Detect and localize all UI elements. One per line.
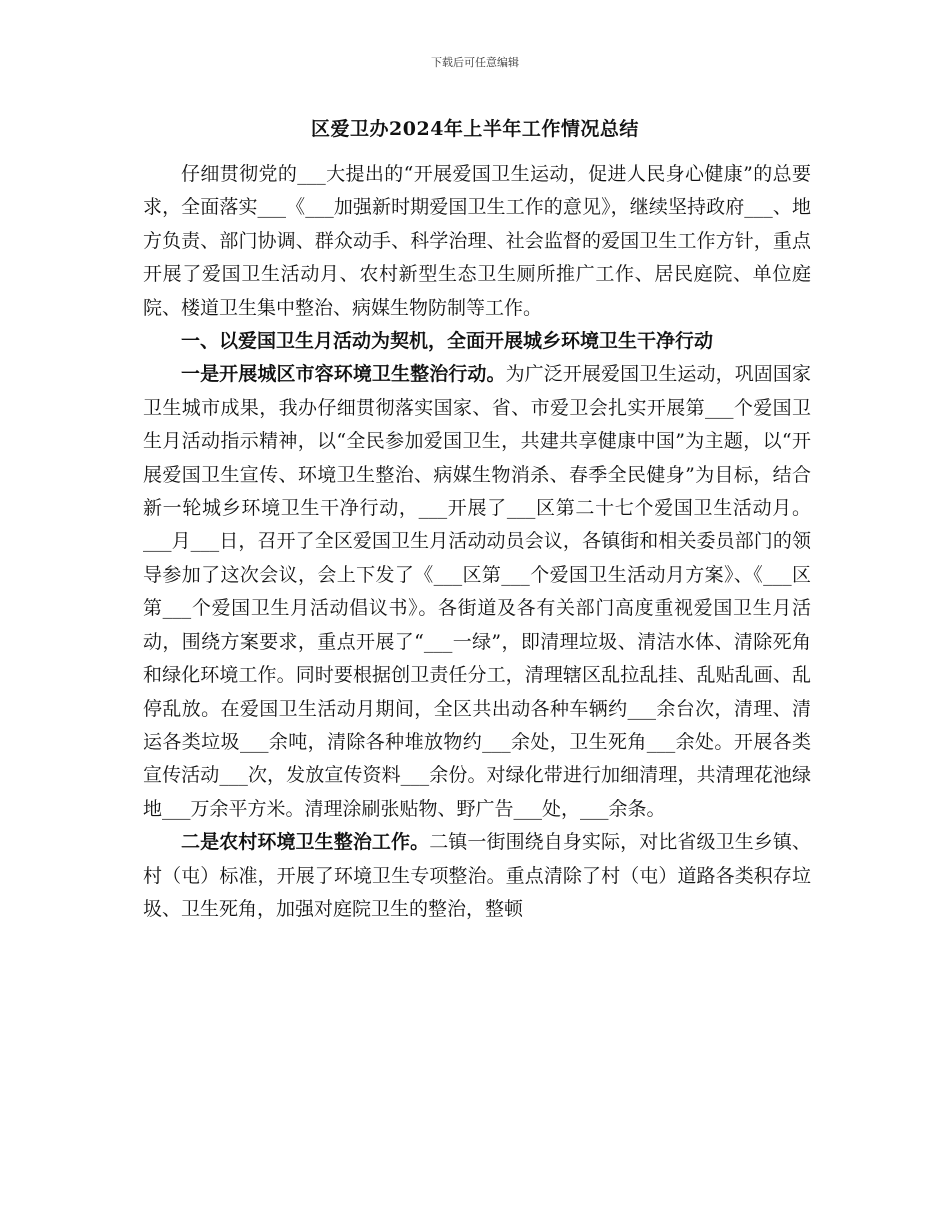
header-note: 下载后可任意编辑 [431, 56, 519, 69]
paragraph-text: 为广泛开展爱国卫生运动，巩固国家卫生城市成果，我办仔细贯彻落实国家、省、市爱卫会扎实开展第___个爱国卫生月活动指示精神，以“全民参加爱国卫生，共建共享健康中国”为主题，以“开展爱国卫生宣传、环境卫生整治、病媒生物消杀、春季全民健身”为目标，结合新一轮城乡环境卫生干净行动，___开展了___区第二十七个爱国卫生活动月。___月___日，召开了全区爱国卫生月活动动员会议，各镇街和相关委员部门的领导参加了这次会议，会上下发了《___区第___个爱国卫生活动月方案》、《___区第___个爱国卫生月活动倡议书》。各街道及各有关部门高度重视爱国卫生月活动，围绕方案要求，重点开展了“___一绿”，即清理垃圾、清洁水体、清除死角和绿化环境工作。同时要根据创卫责任分工，清理辖区乱拉乱挂、乱贴乱画、乱停乱放。在爱国卫生活动月期间，全区共出动各种车辆约___余台次，清理、清运各类垃圾___余吨，清除各种堆放物约___余处，卫生死角___余处。开展各类宣传活动___次，发放宣传资料___余份。对绿化带进行加细清理，共清理花池绿地___万余平方米。清理涂刷张贴物、野广告___处，___余条。 [143, 363, 811, 820]
document-body [143, 158, 811, 926]
intro-paragraph: 仔细贯彻党的___大提出的“开展爱国卫生运动，促进人民身心健康”的总要求，全面落实___《___加强新时期爱国卫生工作的意见》，继续坚持政府___、地方负责、部门协调、群众动手、科学治理、社会监督的爱国卫生工作方针，重点开展了爱国卫生活动月、农村新型生态卫生厕所推广工作、居民庭院、单位庭院、楼道卫生集中整治、病媒生物防制等工作。 [143, 163, 811, 319]
document-title: 区爱卫办2024年上半年工作情况总结 [311, 118, 639, 140]
paragraph-lead: 二是农村环境卫生整治工作。 [181, 831, 430, 854]
paragraph-rural-cleanup [143, 826, 811, 926]
paragraph-lead: 一是开展城区市容环境卫生整治行动。 [181, 363, 506, 386]
section-heading: 一、以爱国卫生月活动为契机，全面开展城乡环境卫生干净行动 [181, 330, 714, 353]
paragraph-text: 二镇一街围绕自身实际，对比省级卫生乡镇、村（屯）标准，开展了环境卫生专项整治。重点清除了村（屯）道路各类积存垃圾、卫生死角，加强对庭院卫生的整治，整顿 [143, 831, 811, 920]
paragraph-urban-cleanup [143, 358, 811, 826]
